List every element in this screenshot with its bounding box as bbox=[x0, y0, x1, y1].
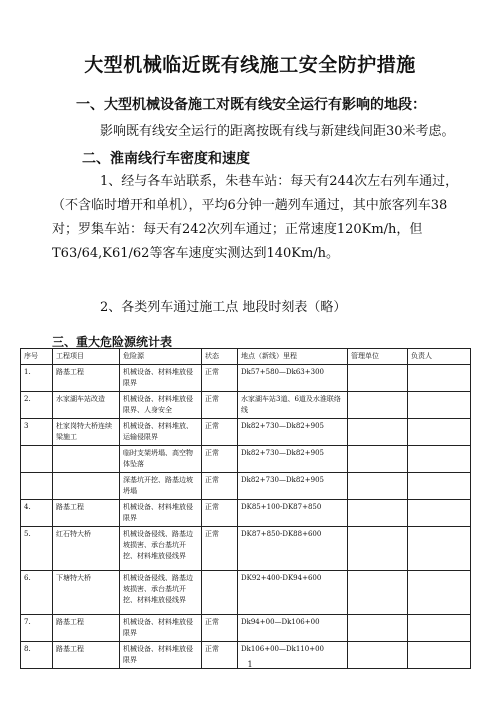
cell-status: 正常 bbox=[202, 365, 238, 392]
cell-person bbox=[408, 473, 471, 500]
section2-para2: 2、各类列车通过施工点 地段时刻表（略） bbox=[100, 300, 347, 315]
cell-unit bbox=[348, 527, 408, 571]
cell-no: 4. bbox=[21, 500, 53, 527]
cell-status: 正常 bbox=[202, 527, 238, 571]
cell-status bbox=[202, 571, 238, 615]
cell-no bbox=[21, 473, 53, 500]
cell-hazard: 机械设备、材料堆放侵限界、人身安全 bbox=[120, 392, 202, 419]
cell-no: 1. bbox=[21, 365, 53, 392]
cell-status: 正常 bbox=[202, 446, 238, 473]
cell-hazard: 机械设备侵线、路基边坡损害、承台基坑开挖、材料堆放侵线界 bbox=[120, 527, 202, 571]
section2-para1: 1、经与各车站联系，朱巷车站：每天有244次左右列车通过，（不含临时增开和单机），平均6分钟一趟列车通过，其中旅客列车38对；罗集车站：每天有242次列车通过；正常速度120Km/h，但T63/64,K61/62等客车速度实测达到140Km/h。 bbox=[52, 174, 459, 261]
cell-status: 正常 bbox=[202, 392, 238, 419]
table-row bbox=[21, 527, 471, 571]
cell-project: 下塘特大桥 bbox=[53, 571, 120, 615]
cell-project: 路基工程 bbox=[53, 500, 120, 527]
table-row bbox=[21, 500, 471, 527]
cell-hazard: 机械设备侵线、路基边坡损害、承台基坑开挖、材料堆放侵线界 bbox=[120, 571, 202, 615]
cell-project bbox=[53, 473, 120, 500]
cell-hazard: 机械设备、材料堆放侵限界 bbox=[120, 500, 202, 527]
table-header-row bbox=[21, 349, 471, 365]
cell-unit bbox=[348, 615, 408, 642]
cell-location: Dk94+00—Dk106+00 bbox=[238, 615, 348, 642]
cell-person bbox=[408, 446, 471, 473]
section3-heading: 三、重大危险源统计表 bbox=[52, 335, 173, 349]
cell-hazard: 临时支架坍塌、高空物体坠落 bbox=[120, 446, 202, 473]
cell-hazard: 机械设备、材料堆放侵限界 bbox=[120, 642, 202, 669]
section1-text: 影响既有线安全运行的距离按既有线与新建线间距30米考虑。 bbox=[100, 124, 455, 139]
table-row bbox=[21, 365, 471, 392]
table-row bbox=[21, 615, 471, 642]
cell-location: Dk106+00—Dk110+00 bbox=[238, 642, 348, 669]
cell-unit bbox=[348, 500, 408, 527]
cell-location: Dk82+730—Dk82+905 bbox=[238, 446, 348, 473]
cell-unit bbox=[348, 571, 408, 615]
header-location: 地点（新线）里程 bbox=[238, 349, 348, 365]
cell-location: DK92+400-DK94+600 bbox=[238, 571, 348, 615]
cell-project: 路基工程 bbox=[53, 642, 120, 669]
table-row bbox=[21, 571, 471, 615]
page-number: 1 bbox=[247, 660, 253, 669]
header-project: 工程项目 bbox=[53, 349, 120, 365]
document-title: 大型机械临近既有线施工安全防护措施 bbox=[84, 54, 416, 76]
header-status: 状态 bbox=[202, 349, 238, 365]
cell-status: 正常 bbox=[202, 615, 238, 642]
hazard-table bbox=[20, 348, 471, 669]
cell-no: 7. bbox=[21, 615, 53, 642]
cell-location: Dk82+730—Dk82+905 bbox=[238, 473, 348, 500]
cell-unit bbox=[348, 365, 408, 392]
cell-location: 水家湖车站3道、6道及水淮联络线 bbox=[238, 392, 348, 419]
cell-hazard: 机械设备、材料堆放侵限界 bbox=[120, 615, 202, 642]
cell-no: 8. bbox=[21, 642, 53, 669]
table-row bbox=[21, 419, 471, 446]
cell-unit bbox=[348, 473, 408, 500]
table-row bbox=[21, 446, 471, 473]
section1-heading: 一、大型机械设备施工对既有线安全运行有影响的地段： bbox=[76, 97, 426, 113]
cell-project bbox=[53, 446, 120, 473]
cell-unit bbox=[348, 446, 408, 473]
cell-location: DK85+100-DK87+850 bbox=[238, 500, 348, 527]
cell-person bbox=[408, 571, 471, 615]
cell-no bbox=[21, 446, 53, 473]
cell-project: 杜家岗特大桥连续梁施工 bbox=[53, 419, 120, 446]
cell-hazard: 深基坑开挖、路基边坡坍塌 bbox=[120, 473, 202, 500]
cell-location: Dk82+730—Dk82+905 bbox=[238, 419, 348, 446]
cell-no: 6. bbox=[21, 571, 53, 615]
cell-location: DK87+850-DK88+600 bbox=[238, 527, 348, 571]
header-no: 序号 bbox=[21, 349, 53, 365]
cell-person bbox=[408, 527, 471, 571]
cell-project: 路基工程 bbox=[53, 615, 120, 642]
cell-unit bbox=[348, 419, 408, 446]
section2-heading: 二、淮南线行车密度和速度 bbox=[82, 151, 250, 167]
cell-hazard: 机械设备、材料堆放侵限界 bbox=[120, 365, 202, 392]
cell-no: 2. bbox=[21, 392, 53, 419]
cell-status: 正常 bbox=[202, 500, 238, 527]
cell-project: 路基工程 bbox=[53, 365, 120, 392]
header-unit: 管理单位 bbox=[348, 349, 408, 365]
cell-status: 正常 bbox=[202, 642, 238, 669]
header-hazard: 危险源 bbox=[120, 349, 202, 365]
cell-status: 正常 bbox=[202, 473, 238, 500]
cell-no: 5. bbox=[21, 527, 53, 571]
cell-person bbox=[408, 419, 471, 446]
table-row bbox=[21, 473, 471, 500]
cell-unit bbox=[348, 392, 408, 419]
header-person: 负责人 bbox=[408, 349, 471, 365]
cell-hazard: 机械设备、材料堆放、运输侵限界 bbox=[120, 419, 202, 446]
cell-project: 水家湖车站改造 bbox=[53, 392, 120, 419]
cell-no: 3 bbox=[21, 419, 53, 446]
cell-person bbox=[408, 392, 471, 419]
cell-person bbox=[408, 615, 471, 642]
cell-status: 正常 bbox=[202, 419, 238, 446]
cell-person bbox=[408, 500, 471, 527]
table-row bbox=[21, 392, 471, 419]
cell-project: 红石特大桥 bbox=[53, 527, 120, 571]
cell-location: Dk57+580—Dk63+300 bbox=[238, 365, 348, 392]
cell-person bbox=[408, 365, 471, 392]
